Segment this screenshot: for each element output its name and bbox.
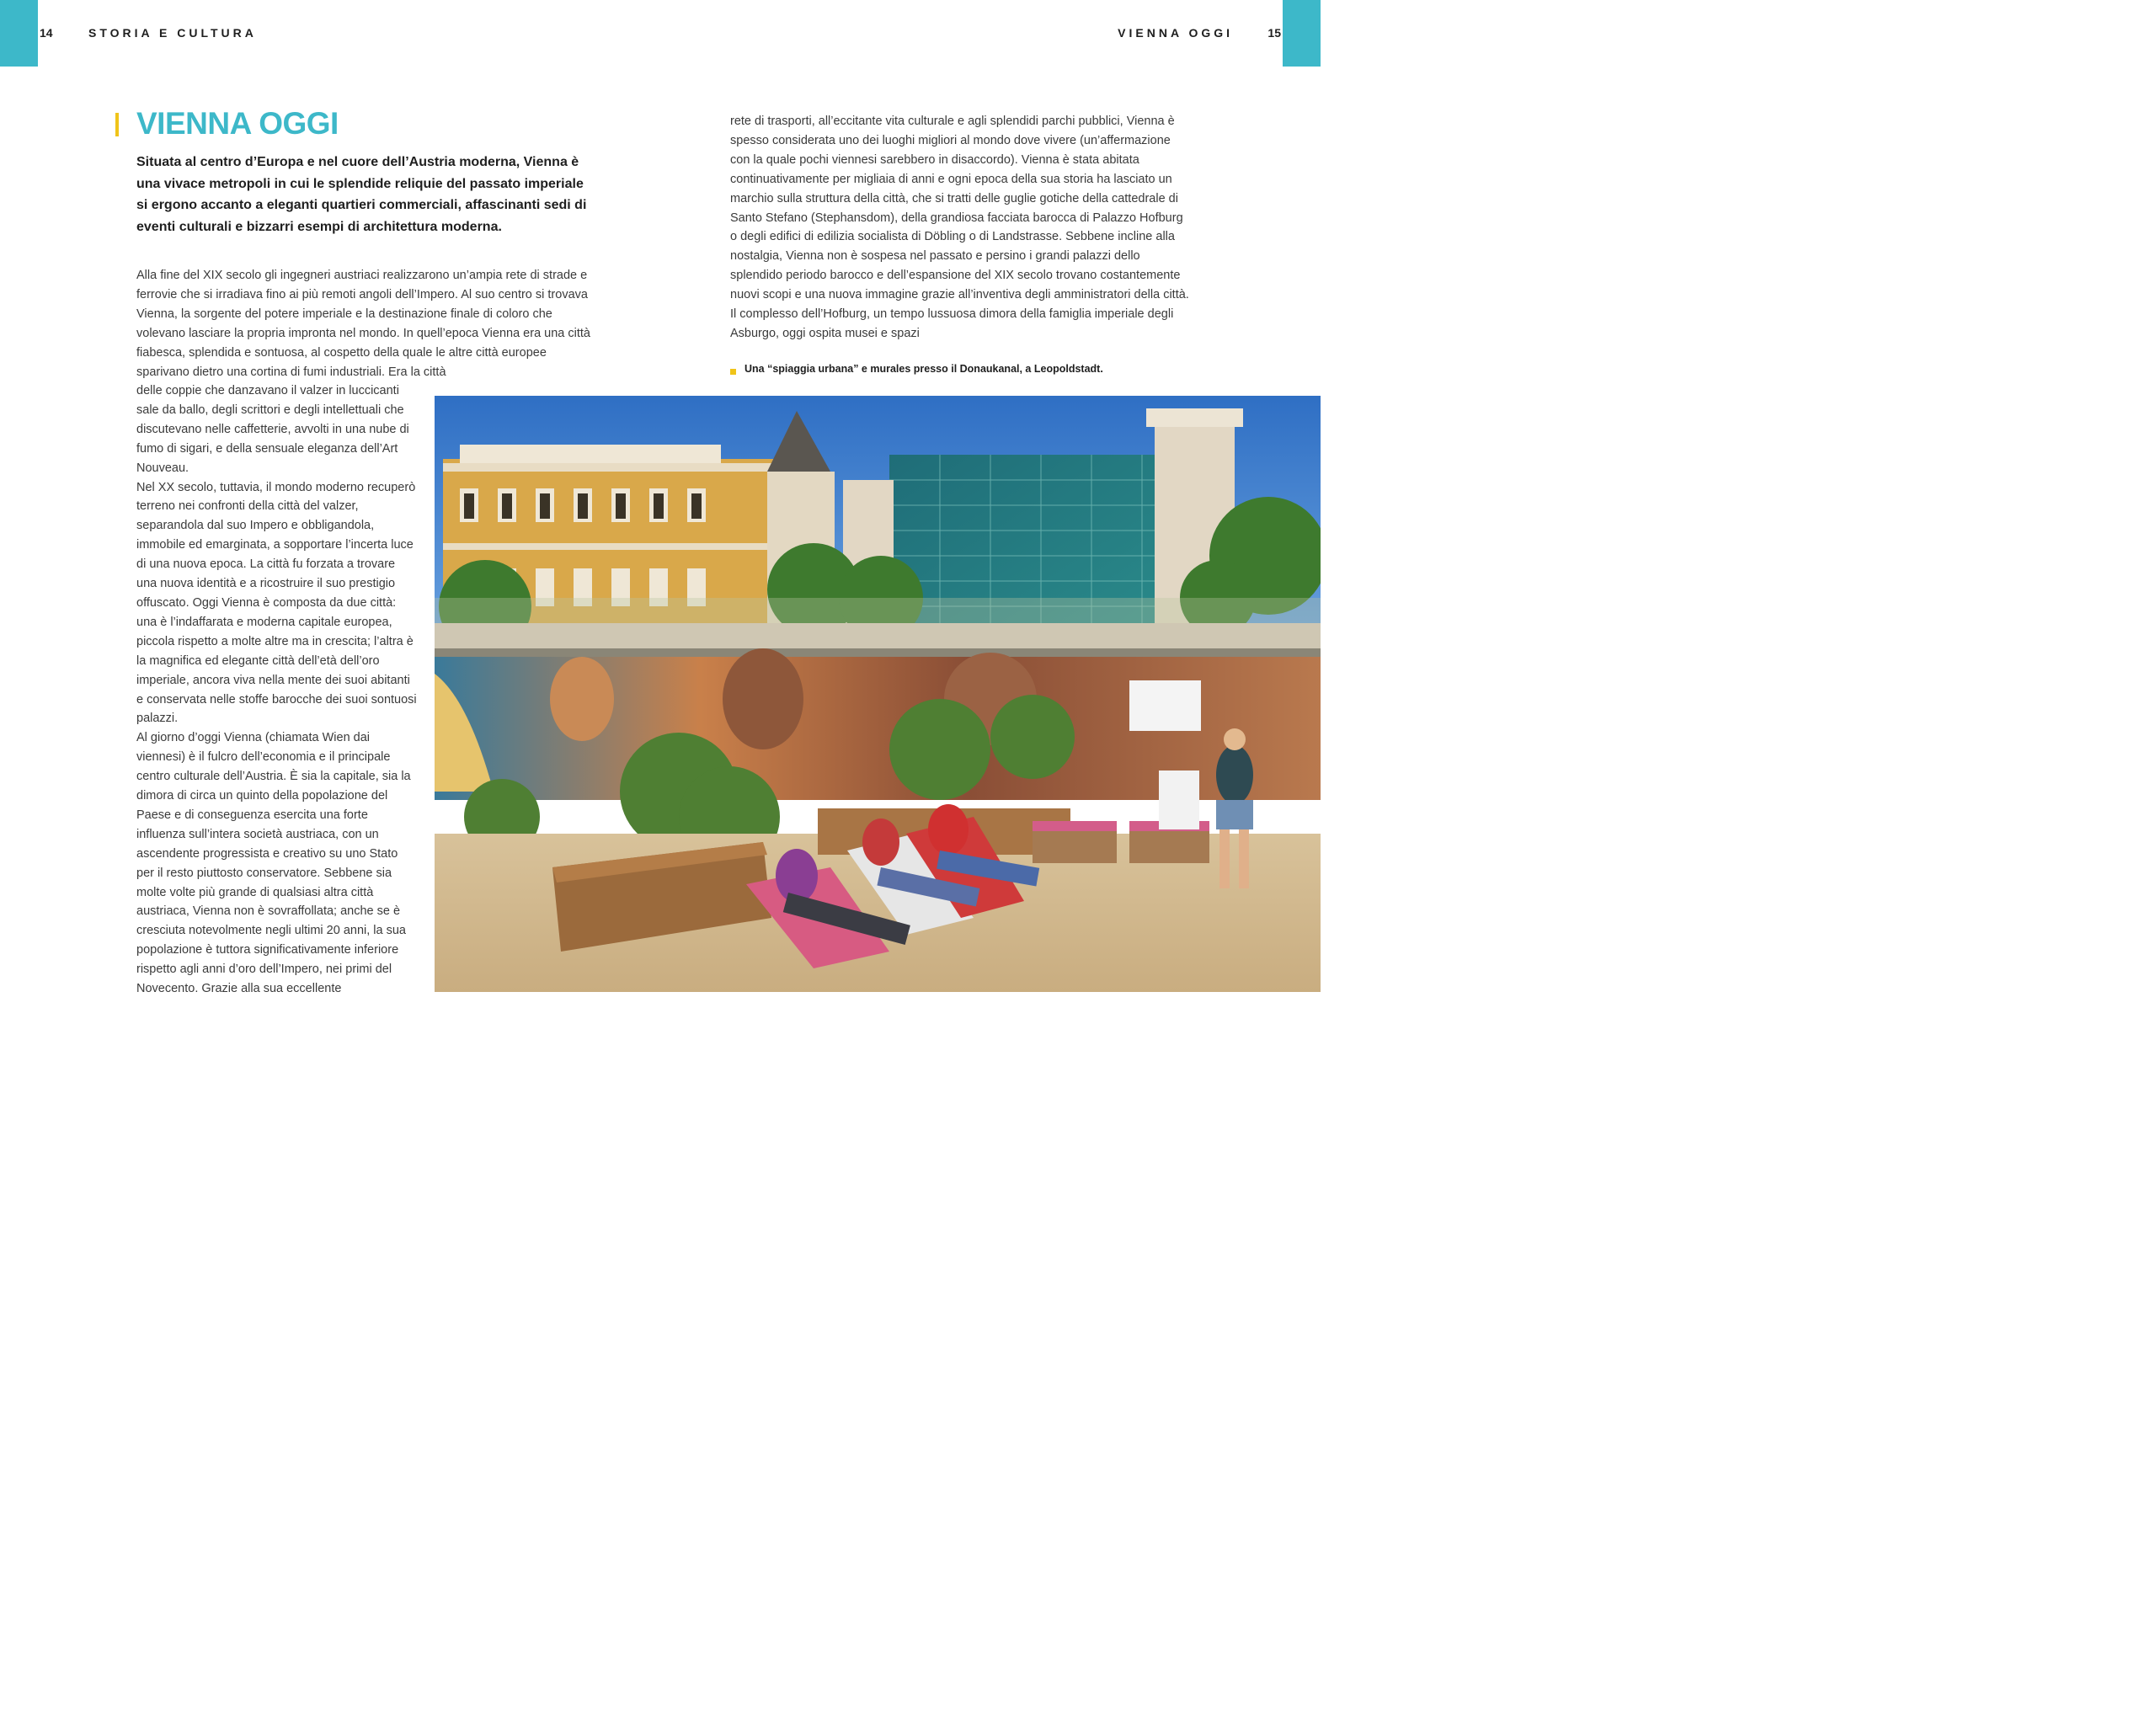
left-running-head: STORIA E CULTURA xyxy=(88,26,257,40)
left-page-tab xyxy=(0,0,38,67)
photo-caption: Una “spiaggia urbana” e murales presso il Donaukanal, a Leopoldstadt. xyxy=(744,363,1103,375)
paragraph-3-continued: rete di trasporti, all’eccitante vita culturale e agli splendidi parchi pubblici, Vienna è spesso considerata uno dei luoghi migliori al mondo dove vivere (un’affermazione con la quale pochi viennesi sarebbero in disaccordo). Vienna è stata abitata continuativamente per migliaia di anni e ogni epoca della sua storia ha lasciato un marchio sulla struttura della città, che si tratti delle guglie gotiche della cattedrale di Santo Stefano (Stephansdom), della grandiosa facciata barocca di Palazzo Hofburg o degli edifici di edilizia socialista di Döbling o di Landstrasse. Sebbene incline alla nostalgia, Vienna non è sospesa nel passato e persino i grandi palazzi dello splendido periodo barocco e dell’espansione del XIX secolo trovano costantemente nuovi scopi e una nuova immagine grazie all’inventiva degli amministratori della città. Il complesso dell’Hofburg, un tempo lussuosa dimora della famiglia imperiale degli Asburgo, oggi ospita musei e spazi xyxy=(730,115,1189,340)
body-column-top xyxy=(136,266,591,381)
body-column-narrow xyxy=(136,381,419,999)
promenade-wall xyxy=(435,623,1321,650)
article-lead: Situata al centro d’Europa e nel cuore dell’Austria moderna, Vienna è una vivace metropoli in cui le splendide reliquie del passato imperiale si ergono accanto a eleganti quartieri commerciali, affascinanti sedi di eventi culturali e bizzarri esempi di architettura moderna. xyxy=(136,155,587,234)
urban-beach-photo xyxy=(435,396,1321,992)
body-column-right xyxy=(730,112,1189,344)
right-page-tab xyxy=(1283,0,1321,67)
paragraph-2: Nel XX secolo, tuttavia, il mondo moderno recuperò terreno nei confronti della città del valzer, separandola dal suo Impero e obbligandola, immobile ed emarginata, a sopportare l’incerta luce di una nuova epoca. La città fu forzata a trovare una nuova identità e a ricostruire il suo prestigio offuscato. Oggi Vienna è composta da due città: una è l’indaffarata e moderna capitale europea, piccola rispetto a molte altre ma in crescita; l’altra è la magnifica ed elegante città dell’età dell’oro imperiale, ancora viva nella mente dei suoi abitanti e conservata nelle stoffe barocche dei suoi sontuosi palazzi. xyxy=(136,480,417,726)
trash-bin xyxy=(1159,771,1199,829)
right-running-head: VIENNA OGGI xyxy=(1118,26,1233,40)
article-title: VIENNA OGGI xyxy=(136,106,339,141)
paragraph-3: Al giorno d’oggi Vienna (chiamata Wien dai viennesi) è il fulcro dell’economia e il principale centro culturale dell’Austria. È sia la capitale, sia la dimora di circa un quinto della popolazione del Paese e di conseguenza esercita una forte influenza sull’intera società austriaca, con un ascendente progressista e creativo su uno Stato per il resto piuttosto conservatore. Sebbene sia molte volte più grande di qualsiasi altra città austriaca, Vienna non è sovraffollata; anche se è cresciuta notevolmente negli ultimi 20 anni, la sua popolazione è tuttora significativamente inferiore rispetto agli anni d’oro dell’Impero, nei primi del Novecento. Grazie alla sua eccellente xyxy=(136,731,411,996)
right-page-number: 15 xyxy=(1267,26,1281,40)
paragraph-1b: delle coppie che danzavano il valzer in luccicanti sale da ballo, degli scrittori e degli intellettuali che discutevano nelle caffetterie, avvolti in una nube di fumo di sigari, e della sensuale eleganza dell’Art Nouveau. xyxy=(136,384,409,475)
title-accent-bar xyxy=(115,113,119,136)
left-page-number: 14 xyxy=(40,26,53,40)
caption-bullet xyxy=(730,369,736,375)
paragraph-1a: Alla fine del XIX secolo gli ingegneri austriaci realizzarono un’ampia rete di strade e ferrovie che si irradiava fino ai più remoti angoli dell’Impero. Al suo centro si trovava Vienna, la sorgente del potere imperiale e la destinazione finale di coloro che volevano lasciare la propria impronta nel mondo. In quell’epoca Vienna era una città fiabesca, splendida e sontuosa, al cospetto della quale le altre città europee sparivano dietro una cortina di fumi industriali. Era la città xyxy=(136,269,590,379)
